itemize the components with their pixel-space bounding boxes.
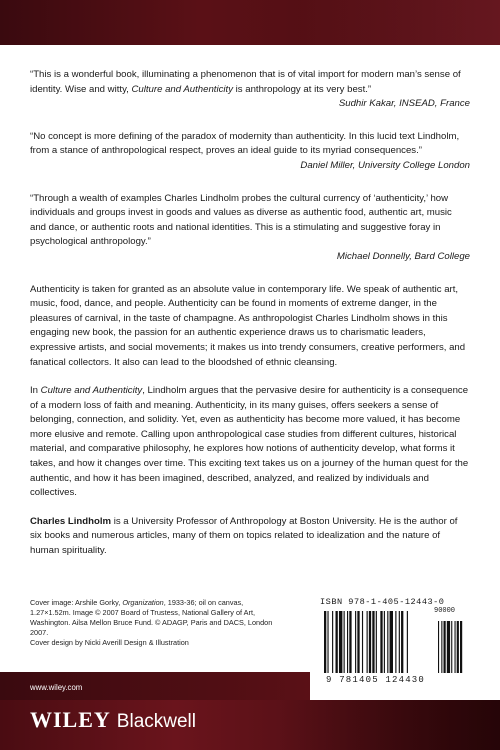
barcode-bar — [355, 611, 356, 673]
author-name: Charles Lindholm — [30, 515, 112, 527]
bottom-band-shade — [280, 700, 500, 750]
publisher-url: www.wiley.com — [30, 683, 83, 692]
barcode-addon-bar — [455, 621, 456, 673]
quote-text: “No concept is more defining of the paradox of modernity than authenticity. In this lucid text Lindholm, from a stance of anthropological respect, proves an ideal guide to its myriad consequences.” — [30, 130, 460, 157]
endorsement-quote — [30, 192, 470, 265]
barcode-bar — [336, 611, 338, 673]
barcode-addon-bar — [457, 621, 459, 673]
cover-image-credit: Cover image: Arshile Gorky, Organization, 1933-36; oil on canvas, 1.27×1.52m. Image © 2007 Board of Trustess, National Gallery of Art, Washington. Ailsa Mellon Bruce Fund. © ADAGP, Paris and DACS, London 2007. — [30, 598, 273, 637]
barcode-bar — [332, 611, 333, 673]
barcode-bar — [384, 611, 385, 673]
back-cover-text — [30, 68, 470, 573]
barcode-bar — [387, 611, 388, 673]
barcode-bar — [395, 611, 396, 673]
barcode-bar — [324, 611, 326, 673]
barcode-addon-bar — [447, 621, 450, 673]
barcode-bar — [357, 611, 359, 673]
barcode-addon-bar — [441, 621, 442, 673]
barcode-bars — [324, 611, 472, 677]
author-bio: Charles Lindholm is a University Professor of Anthropology at Boston University. He is the author of six books and numerous articles, many of them on topics related to idealization and the nature of human spirituality. — [30, 515, 458, 557]
quote-attribution: Daniel Miller, University College London — [300, 159, 470, 171]
barcode-bar — [367, 611, 368, 673]
description-paragraph: In Culture and Authenticity, Lindholm argues that the pervasive desire for authenticity is a consequence of a modern loss of faith and meaning. Authenticity, in its many guises, offers seekers a sense of belonging, connection, and solidity. Yet, even as authenticity has become more valued, it has become more elusive and remote. Calling upon anthropological case studies from different cultures, historical material, and comparative philosophy, he explores how notions of authenticity develop, what forms it takes, and how it changes over time. This exciting text takes us on a journey of the human quest for the authentic, and how it has been imagined, described, analyzed, and realized by individuals and collectives. — [30, 385, 469, 499]
endorsement-quote — [30, 130, 470, 174]
barcode-bar — [349, 611, 351, 673]
description-paragraph: Authenticity is taken for granted as an absolute value in contemporary life. We speak of authentic art, music, food, dance, and people. Authenticity can be found in moments of extreme danger, in the pleasures of carnival, in the taste of champagne. As anthropologist Charles Lindholm shows in this engaging new book, the passion for an authentic experience draws us to charismatic leaders, expressive artists, and social movements; it makes us into trendy consumers, creative performers, and fanatical collectors. It also can lead to the bloodshed of ethnic cleansing. — [30, 283, 466, 368]
barcode-addon: 90000 — [434, 607, 456, 615]
barcode-bar — [369, 611, 371, 673]
quote-text: “Through a wealth of examples Charles Lindholm probes the cultural currency of ‘authenticity,’ how individuals and groups invest in goods and values as diverse as authentic food, authentic art, music and dance, or authentic roots and national identities. This is a stimulating and suggestive foray in psychological anthropology.” — [30, 192, 452, 248]
barcode-bar — [407, 611, 408, 673]
barcode-bar — [339, 611, 342, 673]
barcode-bar — [372, 611, 374, 673]
barcode-bar — [376, 611, 377, 673]
barcode-bar — [401, 611, 403, 673]
cover-credits — [30, 598, 280, 648]
cover-design-credit: Cover design by Nicki Averill Design & Illustration — [30, 638, 189, 647]
wiley-wordmark: WILEY — [30, 707, 111, 732]
barcode-bar — [390, 611, 393, 673]
top-band-gradient — [300, 0, 500, 45]
quote-text: “This is a wonderful book, illuminating a phenomenon that is of vital import for modern man’s sense of identity. Wise and witty, Culture and Authenticity is anthropology at its very best.” — [30, 69, 461, 95]
quote-attribution: Sudhir Kakar, INSEAD, France — [338, 98, 470, 110]
barcode-bar — [362, 611, 363, 673]
barcode-bar — [380, 611, 382, 673]
barcode-bar — [344, 611, 345, 673]
barcode-addon-bar — [438, 621, 439, 673]
quote-attribution: Michael Donnelly, Bard College — [336, 250, 470, 262]
barcode-digits: 9 781405 124430 — [326, 675, 426, 685]
barcode-addon-bar — [451, 621, 452, 673]
barcode-bar — [399, 611, 400, 673]
isbn-text: ISBN 978-1-405-12443-0 — [320, 597, 445, 607]
barcode-bar — [327, 611, 328, 673]
endorsement-quote — [30, 68, 470, 112]
barcode-addon-bar — [460, 621, 462, 673]
top-color-band — [0, 0, 500, 45]
barcode — [316, 595, 474, 693]
publisher-logo — [30, 707, 196, 733]
barcode-addon-bar — [444, 621, 446, 673]
barcode-bar — [347, 611, 348, 673]
blackwell-wordmark: Blackwell — [116, 711, 196, 732]
